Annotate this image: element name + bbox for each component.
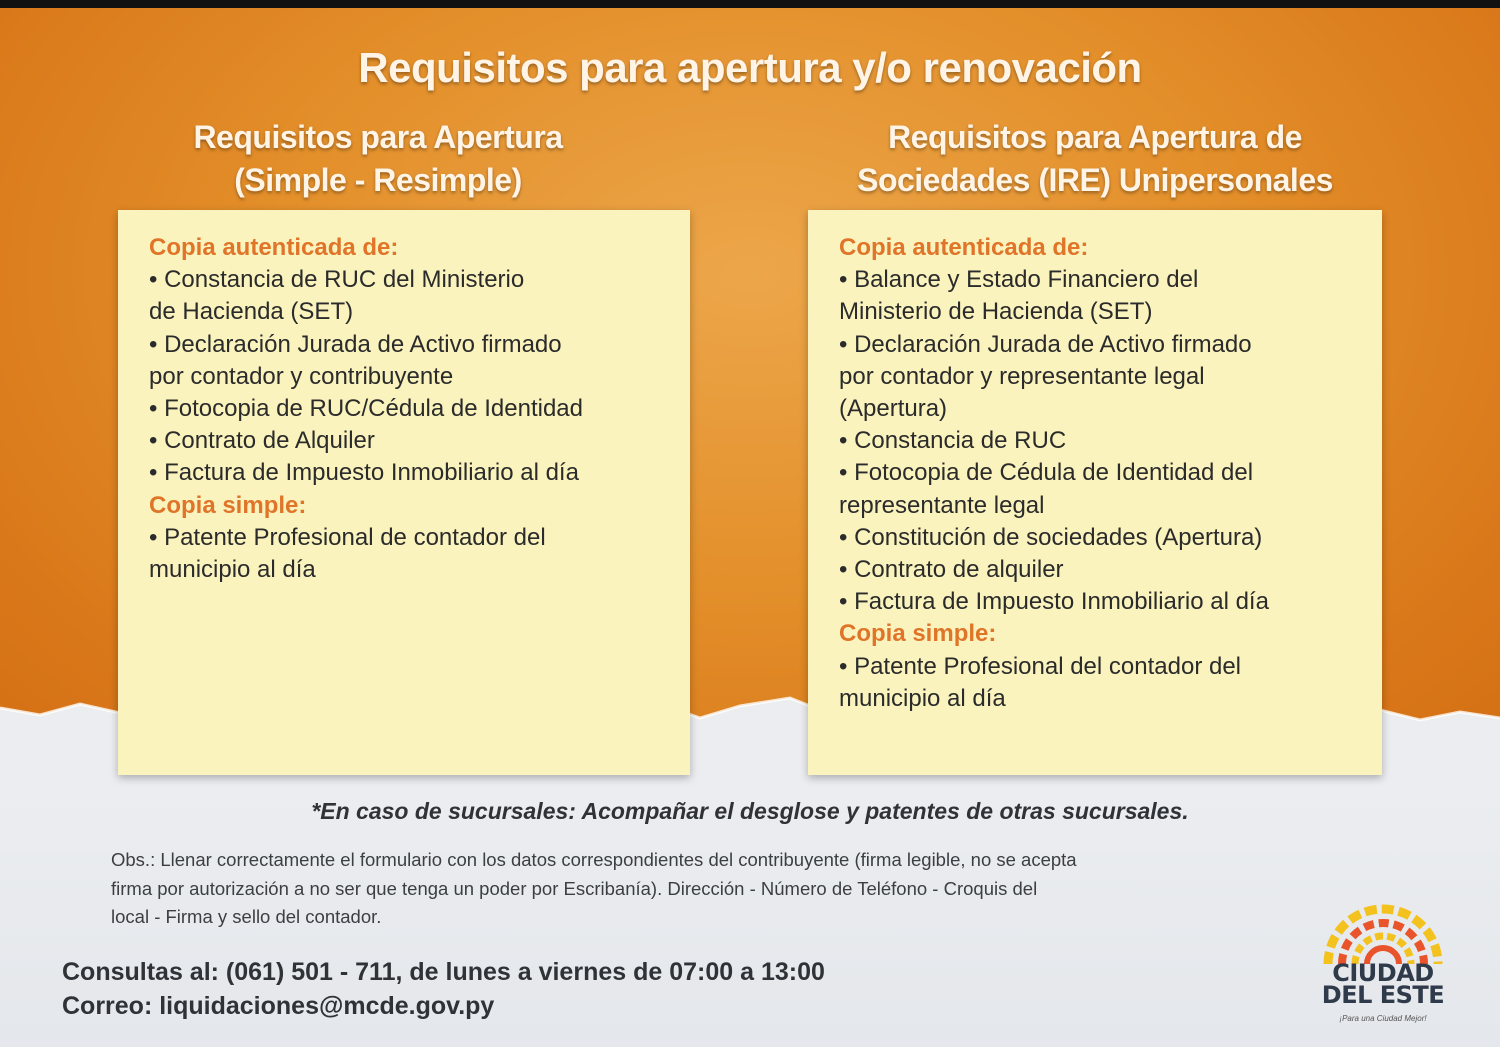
requirement-line: (Apertura) <box>839 395 948 423</box>
requirement-line: • Fotocopia de Cédula de Identidad del <box>839 459 1254 487</box>
section-heading: Copia autenticada de: <box>149 234 399 261</box>
top-border <box>0 0 1500 8</box>
observation-line: firma por autorización a no ser que tenga un poder por Escribanía). Dirección - Número de Teléfono - Croquis del <box>111 877 1038 899</box>
contact-email: Correo: liquidaciones@mcde.gov.py <box>62 992 495 1020</box>
logo-line: CIUDAD <box>1332 959 1434 987</box>
section-heading: Copia simple: <box>149 491 307 519</box>
contact-phone: Consultas al: (061) 501 - 711, de lunes a viernes de 07:00 a 13:00 <box>62 958 825 986</box>
contact-info <box>62 955 825 1023</box>
requirements-list <box>149 232 670 586</box>
requirement-line: • Patente Profesional de contador del <box>149 523 546 551</box>
section-heading: Copia simple: <box>839 620 997 648</box>
requirement-line: • Constancia de RUC del Ministerio <box>149 266 525 294</box>
requirement-line: Ministerio de Hacienda (SET) <box>839 298 1153 326</box>
requirement-line: municipio al día <box>839 684 1006 712</box>
requirement-line: • Factura de Impuesto Inmobiliario al día <box>839 588 1269 616</box>
column-title-line: Sociedades (IRE) Unipersonales <box>857 162 1333 198</box>
logo-wordmark <box>1318 959 1448 1009</box>
column-title-sociedades <box>808 116 1382 202</box>
logo-line: DEL ESTE <box>1321 981 1445 1009</box>
column-title-simple <box>118 116 638 202</box>
branches-note: *En caso de sucursales: Acompañar el desglose y patentes de otras sucursales. <box>311 798 1189 824</box>
requirement-line: municipio al día <box>149 556 316 584</box>
page-title: Requisitos para apertura y/o renovación <box>358 44 1142 91</box>
requirement-line: • Contrato de alquiler <box>839 556 1064 584</box>
requirement-line: representante legal <box>839 491 1045 519</box>
requirement-line: • Constancia de RUC <box>839 427 1067 455</box>
requirement-line: • Declaración Jurada de Activo firmado <box>839 330 1252 358</box>
requirements-card-simple <box>118 210 690 775</box>
requirement-line: por contador y representante legal <box>839 362 1205 390</box>
ciudad-del-este-logo <box>1318 900 1448 1030</box>
logo-tagline: ¡Para una Ciudad Mejor! <box>1339 1014 1427 1023</box>
requirement-line: • Contrato de Alquiler <box>149 427 375 455</box>
observation-line: Obs.: Llenar correctamente el formulario con los datos correspondientes del contribuyente (firma legible, no se acepta <box>111 849 1077 870</box>
requirement-line: • Balance y Estado Financiero del <box>839 266 1199 294</box>
requirement-line: • Patente Profesional del contador del <box>839 652 1241 680</box>
requirement-line: • Declaración Jurada de Activo firmado <box>149 330 562 358</box>
requirement-line: • Constitución de sociedades (Apertura) <box>839 523 1263 551</box>
column-title-line: Requisitos para Apertura de <box>888 119 1302 155</box>
section-heading: Copia autenticada de: <box>839 234 1089 261</box>
column-title-line: (Simple - Resimple) <box>234 162 522 198</box>
observations <box>111 846 1401 932</box>
requirement-line: • Fotocopia de RUC/Cédula de Identidad <box>149 395 584 423</box>
column-title-line: Requisitos para Apertura <box>193 119 563 155</box>
requirements-list <box>839 232 1362 715</box>
requirement-line: de Hacienda (SET) <box>149 298 354 326</box>
requirement-line: • Factura de Impuesto Inmobiliario al día <box>149 459 579 487</box>
requirements-card-sociedades <box>808 210 1382 775</box>
requirement-line: por contador y contribuyente <box>149 362 454 390</box>
observation-line: local - Firma y sello del contador. <box>111 906 382 927</box>
